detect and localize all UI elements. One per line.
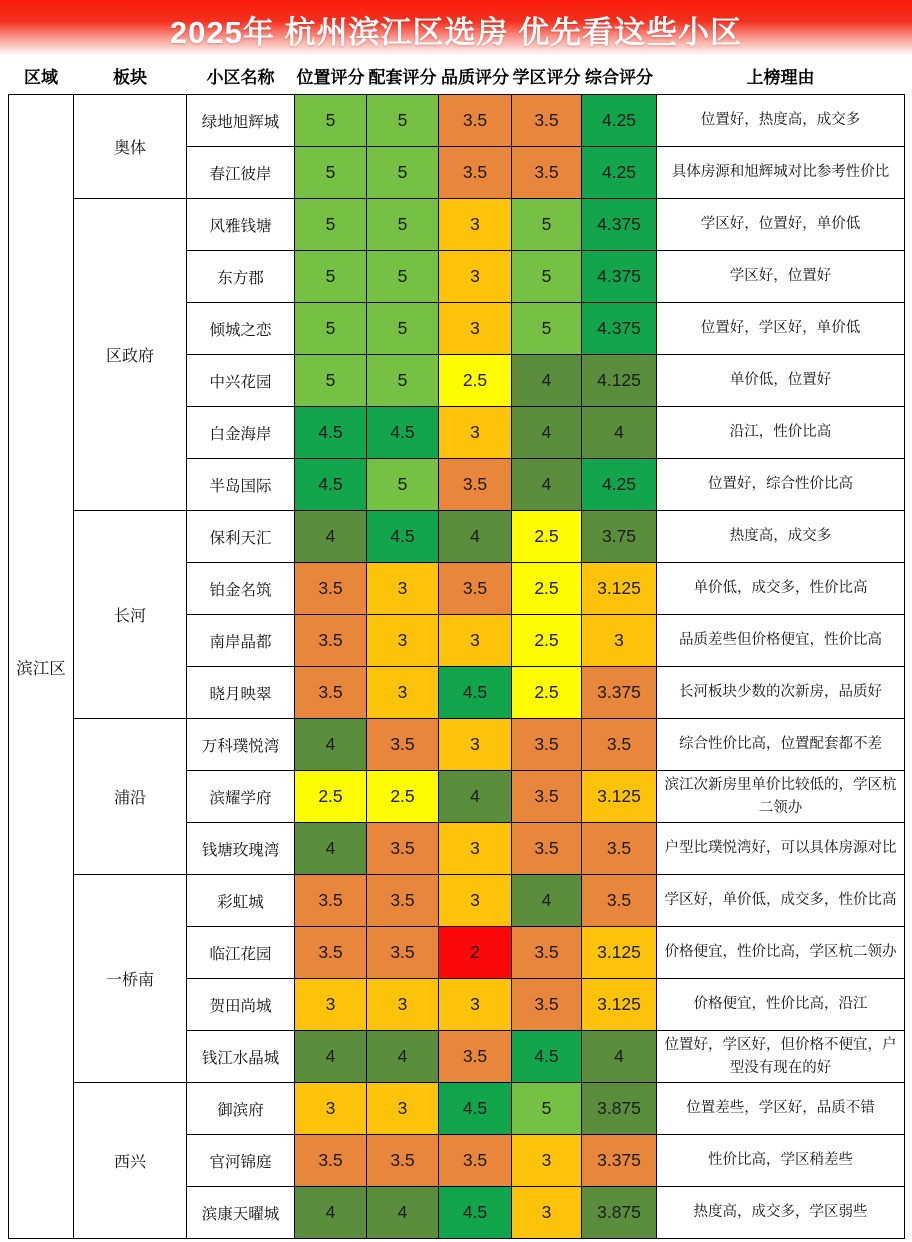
community-name-cell: 风雅钱塘 <box>187 199 295 251</box>
location-score-cell: 3 <box>295 1083 367 1135</box>
location-score-cell: 3.5 <box>295 563 367 615</box>
overall-score-cell: 3.375 <box>582 667 657 719</box>
quality-score-cell: 2 <box>439 927 512 979</box>
quality-score-cell: 4.5 <box>439 667 512 719</box>
table-body <box>9 95 905 1239</box>
overall-score-cell: 3.125 <box>582 771 657 823</box>
location-score-cell: 3.5 <box>295 667 367 719</box>
quality-score-cell: 3 <box>439 199 512 251</box>
school-score-cell: 5 <box>512 199 582 251</box>
district-cell: 浦沿 <box>74 719 187 875</box>
community-name-cell: 东方郡 <box>187 251 295 303</box>
location-score-cell: 3.5 <box>295 615 367 667</box>
reason-cell: 热度高，成交多 <box>657 511 905 563</box>
district-cell: 长河 <box>74 511 187 719</box>
amenity-score-cell: 3.5 <box>367 823 439 875</box>
quality-score-cell: 3.5 <box>439 459 512 511</box>
overall-score-cell: 4.375 <box>582 251 657 303</box>
location-score-cell: 4 <box>295 1031 367 1083</box>
amenity-score-cell: 3.5 <box>367 875 439 927</box>
location-score-cell: 3.5 <box>295 927 367 979</box>
community-name-cell: 铂金名筑 <box>187 563 295 615</box>
location-score-cell: 3.5 <box>295 875 367 927</box>
quality-score-cell: 2.5 <box>439 355 512 407</box>
reason-cell: 学区好，单价低，成交多，性价比高 <box>657 875 905 927</box>
school-score-cell: 3 <box>512 1135 582 1187</box>
community-name-cell: 晓月映翠 <box>187 667 295 719</box>
school-score-cell: 3.5 <box>512 771 582 823</box>
school-score-cell: 4 <box>512 459 582 511</box>
school-score-cell: 3 <box>512 1187 582 1239</box>
quality-score-cell: 4 <box>439 771 512 823</box>
reason-cell: 性价比高，学区稍差些 <box>657 1135 905 1187</box>
quality-score-cell: 4.5 <box>439 1083 512 1135</box>
quality-score-cell: 3.5 <box>439 95 512 147</box>
amenity-score-cell: 5 <box>367 251 439 303</box>
community-name-cell: 御滨府 <box>187 1083 295 1135</box>
amenity-score-cell: 3 <box>367 563 439 615</box>
school-score-cell: 5 <box>512 303 582 355</box>
reason-cell: 综合性价比高，位置配套都不差 <box>657 719 905 771</box>
school-score-cell: 4 <box>512 355 582 407</box>
reason-cell: 位置好，学区好，单价低 <box>657 303 905 355</box>
location-score-cell: 5 <box>295 199 367 251</box>
school-score-cell: 3.5 <box>512 927 582 979</box>
reason-cell: 价格便宜，性价比高，学区杭二领办 <box>657 927 905 979</box>
quality-score-cell: 3.5 <box>439 147 512 199</box>
reason-cell: 单价低，成交多，性价比高 <box>657 563 905 615</box>
quality-score-cell: 3.5 <box>439 563 512 615</box>
column-header-overall: 综合评分 <box>582 56 657 95</box>
overall-score-cell: 3.125 <box>582 979 657 1031</box>
table-row <box>9 95 905 147</box>
location-score-cell: 5 <box>295 95 367 147</box>
table-header-row <box>9 56 905 95</box>
location-score-cell: 4 <box>295 719 367 771</box>
reason-cell: 位置好，学区好，但价格不便宜，户型没有现在的好 <box>657 1031 905 1083</box>
quality-score-cell: 3 <box>439 251 512 303</box>
amenity-score-cell: 5 <box>367 459 439 511</box>
amenity-score-cell: 3 <box>367 615 439 667</box>
school-score-cell: 3.5 <box>512 823 582 875</box>
overall-score-cell: 4.125 <box>582 355 657 407</box>
reason-cell: 具体房源和旭辉城对比参考性价比 <box>657 147 905 199</box>
amenity-score-cell: 4.5 <box>367 511 439 563</box>
table-header <box>9 56 905 95</box>
quality-score-cell: 3.5 <box>439 1031 512 1083</box>
school-score-cell: 2.5 <box>512 563 582 615</box>
district-cell: 西兴 <box>74 1083 187 1239</box>
district-cell: 奥体 <box>74 95 187 199</box>
community-name-cell: 绿地旭辉城 <box>187 95 295 147</box>
reason-cell: 户型比璞悦湾好，可以具体房源对比 <box>657 823 905 875</box>
community-name-cell: 钱江水晶城 <box>187 1031 295 1083</box>
quality-score-cell: 4.5 <box>439 1187 512 1239</box>
school-score-cell: 3.5 <box>512 979 582 1031</box>
amenity-score-cell: 3 <box>367 1083 439 1135</box>
school-score-cell: 3.5 <box>512 147 582 199</box>
location-score-cell: 4.5 <box>295 407 367 459</box>
school-score-cell: 3.5 <box>512 719 582 771</box>
region-cell: 滨江区 <box>9 95 74 1239</box>
overall-score-cell: 4 <box>582 407 657 459</box>
column-header-quality: 品质评分 <box>439 56 512 95</box>
table-row <box>9 719 905 771</box>
school-score-cell: 4.5 <box>512 1031 582 1083</box>
school-score-cell: 3.5 <box>512 95 582 147</box>
school-score-cell: 2.5 <box>512 615 582 667</box>
location-score-cell: 4 <box>295 511 367 563</box>
reason-cell: 位置好，热度高，成交多 <box>657 95 905 147</box>
overall-score-cell: 4.375 <box>582 199 657 251</box>
community-name-cell: 钱塘玫瑰湾 <box>187 823 295 875</box>
reason-cell: 价格便宜，性价比高，沿江 <box>657 979 905 1031</box>
table-row <box>9 1083 905 1135</box>
reason-cell: 热度高，成交多，学区弱些 <box>657 1187 905 1239</box>
community-name-cell: 春江彼岸 <box>187 147 295 199</box>
overall-score-cell: 4.25 <box>582 95 657 147</box>
community-name-cell: 保利天汇 <box>187 511 295 563</box>
reason-cell: 单价低，位置好 <box>657 355 905 407</box>
amenity-score-cell: 5 <box>367 199 439 251</box>
amenity-score-cell: 3 <box>367 667 439 719</box>
community-name-cell: 官河锦庭 <box>187 1135 295 1187</box>
amenity-score-cell: 5 <box>367 147 439 199</box>
overall-score-cell: 3.5 <box>582 823 657 875</box>
amenity-score-cell: 5 <box>367 303 439 355</box>
community-rating-table <box>8 56 905 1239</box>
table-row <box>9 511 905 563</box>
quality-score-cell: 3 <box>439 823 512 875</box>
overall-score-cell: 3.5 <box>582 719 657 771</box>
reason-cell: 位置好，综合性价比高 <box>657 459 905 511</box>
column-header-location: 位置评分 <box>295 56 367 95</box>
community-name-cell: 半岛国际 <box>187 459 295 511</box>
quality-score-cell: 3 <box>439 979 512 1031</box>
amenity-score-cell: 3.5 <box>367 719 439 771</box>
district-cell: 区政府 <box>74 199 187 511</box>
column-header-district: 板块 <box>74 56 187 95</box>
reason-cell: 学区好，位置好 <box>657 251 905 303</box>
location-score-cell: 5 <box>295 251 367 303</box>
overall-score-cell: 4.25 <box>582 459 657 511</box>
overall-score-cell: 3.5 <box>582 875 657 927</box>
title-banner <box>0 0 912 56</box>
quality-score-cell: 3 <box>439 615 512 667</box>
column-header-amenity: 配套评分 <box>367 56 439 95</box>
amenity-score-cell: 4 <box>367 1031 439 1083</box>
overall-score-cell: 3.875 <box>582 1083 657 1135</box>
overall-score-cell: 3.875 <box>582 1187 657 1239</box>
quality-score-cell: 3 <box>439 875 512 927</box>
quality-score-cell: 4 <box>439 511 512 563</box>
community-name-cell: 白金海岸 <box>187 407 295 459</box>
overall-score-cell: 3.375 <box>582 1135 657 1187</box>
column-header-school: 学区评分 <box>512 56 582 95</box>
amenity-score-cell: 3 <box>367 979 439 1031</box>
reason-cell: 长河板块少数的次新房，品质好 <box>657 667 905 719</box>
column-header-region: 区域 <box>9 56 74 95</box>
community-name-cell: 临江花园 <box>187 927 295 979</box>
community-name-cell: 倾城之恋 <box>187 303 295 355</box>
reason-cell: 沿江，性价比高 <box>657 407 905 459</box>
community-name-cell: 滨耀学府 <box>187 771 295 823</box>
location-score-cell: 5 <box>295 303 367 355</box>
quality-score-cell: 3 <box>439 303 512 355</box>
community-name-cell: 滨康天曜城 <box>187 1187 295 1239</box>
reason-cell: 滨江次新房里单价比较低的，学区杭二领办 <box>657 771 905 823</box>
location-score-cell: 2.5 <box>295 771 367 823</box>
page-title: 2025年 杭州滨江区选房 优先看这些小区 <box>169 15 743 50</box>
location-score-cell: 3 <box>295 979 367 1031</box>
column-header-community: 小区名称 <box>187 56 295 95</box>
overall-score-cell: 4 <box>582 1031 657 1083</box>
reason-cell: 位置差些，学区好，品质不错 <box>657 1083 905 1135</box>
amenity-score-cell: 4 <box>367 1187 439 1239</box>
community-name-cell: 中兴花园 <box>187 355 295 407</box>
overall-score-cell: 4.25 <box>582 147 657 199</box>
overall-score-cell: 3.125 <box>582 927 657 979</box>
location-score-cell: 5 <box>295 147 367 199</box>
table-row <box>9 199 905 251</box>
school-score-cell: 2.5 <box>512 511 582 563</box>
table-row <box>9 875 905 927</box>
school-score-cell: 5 <box>512 1083 582 1135</box>
amenity-score-cell: 5 <box>367 95 439 147</box>
community-name-cell: 南岸晶都 <box>187 615 295 667</box>
overall-score-cell: 3 <box>582 615 657 667</box>
location-score-cell: 3.5 <box>295 1135 367 1187</box>
overall-score-cell: 4.375 <box>582 303 657 355</box>
amenity-score-cell: 3.5 <box>367 927 439 979</box>
school-score-cell: 5 <box>512 251 582 303</box>
community-name-cell: 万科璞悦湾 <box>187 719 295 771</box>
school-score-cell: 2.5 <box>512 667 582 719</box>
amenity-score-cell: 3.5 <box>367 1135 439 1187</box>
overall-score-cell: 3.75 <box>582 511 657 563</box>
school-score-cell: 4 <box>512 407 582 459</box>
district-cell: 一桥南 <box>74 875 187 1083</box>
amenity-score-cell: 2.5 <box>367 771 439 823</box>
amenity-score-cell: 4.5 <box>367 407 439 459</box>
location-score-cell: 4 <box>295 1187 367 1239</box>
school-score-cell: 4 <box>512 875 582 927</box>
location-score-cell: 4 <box>295 823 367 875</box>
location-score-cell: 5 <box>295 355 367 407</box>
reason-cell: 学区好，位置好，单价低 <box>657 199 905 251</box>
location-score-cell: 4.5 <box>295 459 367 511</box>
amenity-score-cell: 5 <box>367 355 439 407</box>
reason-cell: 品质差些但价格便宜，性价比高 <box>657 615 905 667</box>
column-header-reason: 上榜理由 <box>657 56 905 95</box>
quality-score-cell: 3.5 <box>439 1135 512 1187</box>
community-name-cell: 贺田尚城 <box>187 979 295 1031</box>
quality-score-cell: 3 <box>439 719 512 771</box>
community-name-cell: 彩虹城 <box>187 875 295 927</box>
quality-score-cell: 3 <box>439 407 512 459</box>
overall-score-cell: 3.125 <box>582 563 657 615</box>
